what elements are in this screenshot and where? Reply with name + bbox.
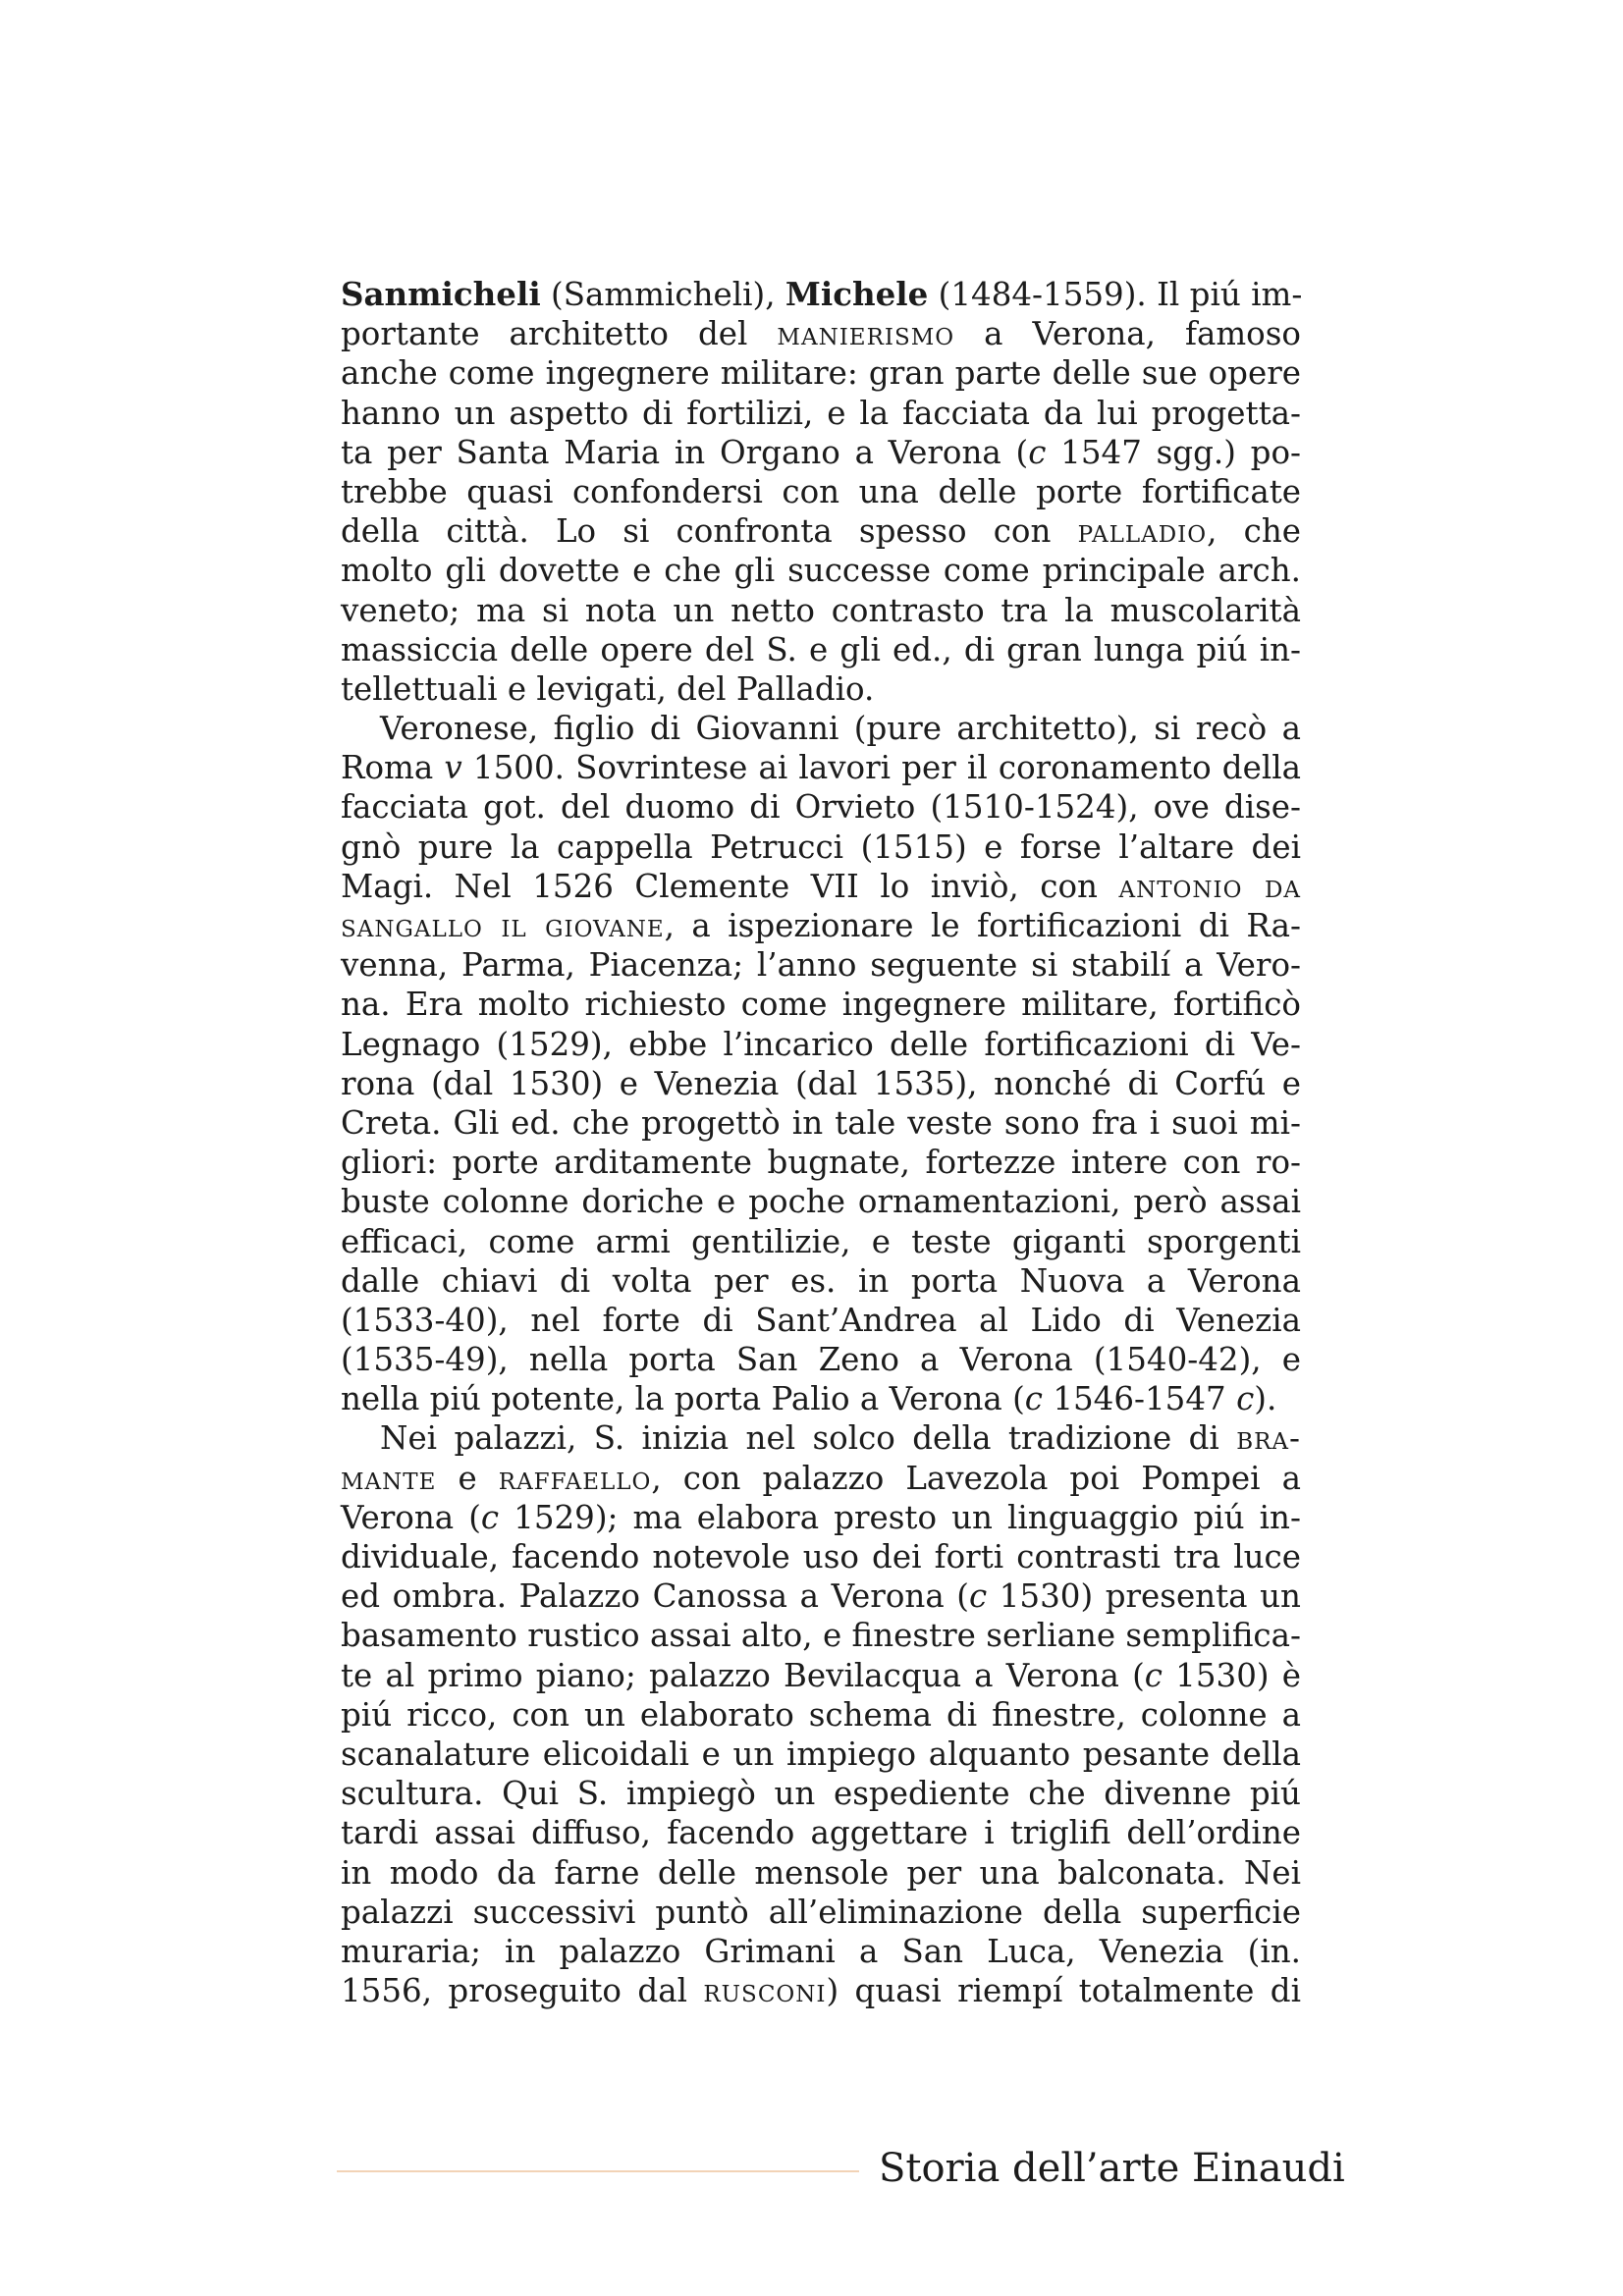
text-line: anche come ingegnere militare: gran parte delle sue opere: [341, 354, 1301, 393]
footer-rule: [337, 2170, 859, 2172]
text-line: rona (dal 1530) e Venezia (dal 1535), nonché di Corfú e: [341, 1064, 1301, 1102]
text-segment: te al primo piano; palazzo Bevilacqua a Verona (: [341, 1656, 1145, 1694]
text-line: [341, 1576, 1301, 1616]
dates-intro: (1484-1559). Il piú im-: [928, 276, 1303, 313]
text-line: efficaci, come armi gentilizie, e teste giganti sporgenti: [341, 1222, 1301, 1260]
paragraph-start: Veronese, figlio di Giovanni (pure architetto), si recò a: [380, 710, 1301, 748]
text-line: [341, 867, 1301, 906]
text-segment: 1556, proseguito dal: [341, 1972, 704, 2010]
text-segment: e: [436, 1459, 499, 1497]
first-name: Michele: [784, 275, 929, 313]
circa-abbreviation: c: [480, 1498, 500, 1536]
text-line: hanno un aspetto di fortilizi, e la facciata da lui progetta-: [341, 394, 1301, 432]
text-line: basamento rustico assai alto, e finestre serliane semplifica-: [341, 1617, 1301, 1655]
circa-abbreviation: c: [1028, 433, 1047, 471]
text-line: tellettuali e levigati, del Palladio.: [341, 669, 875, 708]
text-segment: Magi. Nel 1526 Clemente VII lo inviò, con: [341, 867, 1119, 905]
text-segment: nella piú potente, la porta Palio a Verona (: [341, 1380, 1025, 1418]
cross-reference: manierismo: [777, 315, 955, 353]
article-body: [341, 275, 1301, 2010]
text-segment: della città. Lo si confronta spesso con: [341, 512, 1078, 551]
text-line: na. Era molto richiesto come ingegnere militare, fortificò: [341, 986, 1301, 1024]
text-line: gliori: porte arditamente bugnate, fortezze intere con ro-: [341, 1144, 1301, 1182]
text-line: scultura. Qui S. impiegò un espediente che divenne piú: [341, 1775, 1301, 1813]
text-line: [341, 1379, 1301, 1418]
text-line: [341, 433, 1301, 472]
circa-abbreviation: v: [444, 749, 462, 787]
text-line: trebbe quasi confondersi con una delle porte fortificate: [341, 472, 1301, 510]
text-segment: , che: [1207, 512, 1301, 551]
text-segment: 1530) presenta un: [987, 1577, 1301, 1616]
text-line: in modo da farne delle mensole per una balconata. Nei: [341, 1853, 1301, 1892]
cross-reference: sangallo il giovane: [341, 907, 665, 944]
text-segment: ).: [1254, 1380, 1277, 1418]
text-line: [341, 275, 1301, 314]
text-segment: , a ispezionare le fortificazioni di Ra-: [664, 907, 1301, 944]
text-line: veneto; ma si nota un netto contrasto tra la muscolarità: [341, 591, 1301, 629]
text-segment: ) quasi riempí totalmente di: [826, 1972, 1301, 2010]
text-line: Creta. Gli ed. che progettò in tale veste sono fra i suoi mi-: [341, 1103, 1301, 1142]
text-line: (1535-49), nella porta San Zeno a Verona (1540-42), e: [341, 1341, 1301, 1379]
text-line: facciata got. del duomo di Orvieto (1510-1524), ove dise-: [341, 788, 1301, 827]
text-line: dalle chiavi di volta per es. in porta Nuova a Verona: [341, 1261, 1301, 1300]
text-line: scanalature elicoidali e un impiego alquanto pesante della: [341, 1735, 1301, 1773]
text-line: venna, Parma, Piacenza; l’anno seguente si stabilí a Vero-: [341, 946, 1301, 985]
text-line: Legnago (1529), ebbe l’incarico delle fortificazioni di Ve-: [341, 1025, 1301, 1063]
text-line: [341, 1971, 1301, 2010]
text-line: (1533-40), nel forte di Sant’Andrea al Lido di Venezia: [341, 1301, 1301, 1339]
circa-abbreviation: c: [1236, 1380, 1255, 1418]
text-line: massiccia delle opere del S. e gli ed., di gran lunga piú in-: [341, 630, 1301, 668]
text-line: [341, 906, 1301, 945]
text-line: [341, 1656, 1301, 1695]
cross-reference: raffaello: [498, 1459, 652, 1497]
text-segment: 1500. Sovrintese ai lavori per il coronamento della: [461, 749, 1302, 787]
text-segment: 1546-1547: [1042, 1380, 1237, 1418]
cross-reference: mante: [341, 1459, 437, 1497]
alternate-name: (Sammicheli),: [540, 276, 785, 313]
text-line: molto gli dovette e che gli successe come principale arch.: [341, 552, 1301, 590]
cross-reference: palladio: [1077, 512, 1208, 551]
text-segment: Nei palazzi, S. inizia nel solco della tradizione di: [380, 1419, 1237, 1458]
text-line: [341, 1459, 1301, 1498]
text-segment: 1530) è: [1162, 1656, 1301, 1694]
headword: Sanmicheli: [341, 275, 541, 313]
text-segment: 1547 sgg.) po-: [1046, 433, 1302, 471]
text-line: [341, 511, 1301, 551]
paragraph-start: [341, 1418, 1301, 1458]
text-line: tardi assai diffuso, facendo aggettare i triglifi dell’ordine: [341, 1814, 1301, 1852]
footer-title: Storia dell’arte Einaudi: [879, 2146, 1345, 2191]
text-segment: , con palazzo Lavezola poi Pompei a: [651, 1459, 1301, 1497]
circa-abbreviation: c: [968, 1577, 988, 1616]
text-line: palazzi successivi puntò all’eliminazione della superficie: [341, 1893, 1301, 1931]
text-line: buste colonne doriche e poche ornamentazioni, però assai: [341, 1183, 1301, 1221]
text-segment: ta per Santa Maria in Organo a Verona (: [341, 433, 1029, 471]
cross-reference: antonio da: [1118, 867, 1301, 905]
text-line: piú ricco, con un elaborato schema di finestre, colonne a: [341, 1695, 1301, 1734]
text-line: dividuale, facendo notevole uso dei forti contrasti tra luce: [341, 1538, 1301, 1575]
text-line: muraria; in palazzo Grimani a San Luca, Venezia (in.: [341, 1932, 1301, 1970]
circa-abbreviation: c: [1144, 1656, 1163, 1694]
text-line: [341, 314, 1301, 353]
cross-reference: rusconi: [703, 1972, 827, 2010]
text-segment: Roma: [341, 749, 445, 787]
circa-abbreviation: c: [1024, 1380, 1043, 1418]
text-line: [341, 1498, 1301, 1537]
text-segment: Verona (: [341, 1498, 481, 1536]
text-line: gnò pure la cappella Petrucci (1515) e forse l’altare dei: [341, 828, 1301, 866]
text-segment: 1529); ma elabora presto un linguaggio piú in-: [499, 1498, 1301, 1536]
text-line: [341, 748, 1301, 787]
text-segment: portante architetto del: [341, 315, 778, 353]
cross-reference: bra-: [1236, 1419, 1301, 1458]
text-segment: ed ombra. Palazzo Canossa a Verona (: [341, 1577, 969, 1616]
text-segment: a Verona, famoso: [954, 315, 1301, 353]
